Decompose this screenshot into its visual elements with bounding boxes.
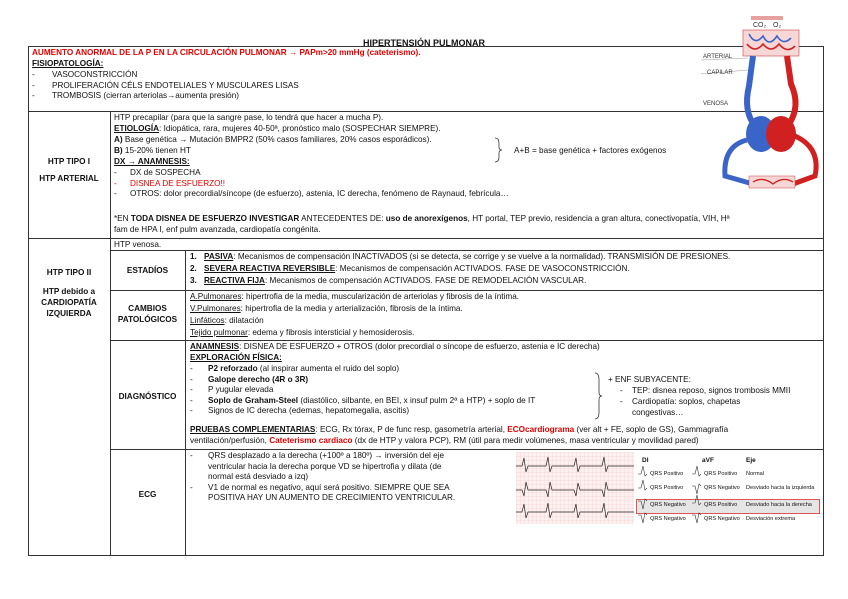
cambios-title: CAMBIOS bbox=[128, 304, 167, 313]
estadio-heading: PASIVA bbox=[204, 252, 234, 261]
b-text: 15-20% tienen HT bbox=[122, 146, 191, 155]
enf-heading: + ENF SUBYACENTE: bbox=[608, 375, 691, 384]
estadio-2 bbox=[190, 264, 630, 275]
qrs-negative-icon bbox=[692, 484, 701, 494]
pruebas-cat: Cateterismo cardiaco bbox=[269, 436, 353, 445]
dx-heading: DX → ANAMNESIS: bbox=[114, 157, 190, 166]
list-item: - Cardiopatía: soplos, chapetas bbox=[620, 397, 790, 408]
divider bbox=[185, 250, 186, 556]
tipo1-etiologia bbox=[114, 124, 441, 135]
divider bbox=[110, 290, 824, 291]
pruebas-text: (dx de HTP y valora PCP), RM (útil para medir volúmenes, masa ventricular y movilidad pared) bbox=[352, 436, 699, 445]
pulmonary-artery bbox=[747, 56, 755, 126]
exp-heading: Galope derecho (4R o 3R) bbox=[208, 374, 309, 384]
estadio-heading: REACTIVA FIJA bbox=[204, 276, 265, 285]
estadio-num: 1. bbox=[190, 252, 197, 261]
list-item: - QRS desplazado a la derecha (+100º a 180º) → inversión del eje bbox=[190, 451, 455, 462]
capilar-label: CAPILAR bbox=[707, 70, 733, 76]
axis-cell: Desviado hacia la izquierda bbox=[746, 485, 815, 491]
anamnesis bbox=[190, 342, 600, 353]
cambios-label bbox=[110, 303, 185, 325]
systemic-artery bbox=[793, 136, 816, 184]
tipo2-subtitle: HTP debido a bbox=[42, 287, 96, 296]
pruebas-text: : ECG, Rx tórax, P de func resp, gasometría arterial, bbox=[315, 425, 508, 434]
qrs-negative-icon bbox=[692, 513, 701, 523]
cambio-tejido bbox=[190, 328, 414, 339]
nota-a: *EN bbox=[114, 214, 131, 223]
diagram-bar bbox=[751, 16, 783, 20]
axis-cell: QRS Negativo bbox=[650, 502, 686, 508]
tipo1-line1: HTP precapilar (para que la sangre pase, lo tendrá que hacer a mucha P). bbox=[114, 113, 384, 122]
capillary-box bbox=[743, 30, 799, 56]
tipo2-title: HTP TIPO II bbox=[46, 268, 92, 277]
page-title: HIPERTENSIÓN PULMONAR bbox=[362, 38, 485, 48]
list-item: - P yugular elevada bbox=[190, 385, 535, 396]
pruebas-heading: PRUEBAS COMPLEMENTARIAS bbox=[190, 425, 316, 434]
fisiopatologia-heading: FISIOPATOLOGÍA: bbox=[32, 59, 104, 68]
axis-header-avf: aVF bbox=[702, 457, 714, 464]
brace-note: A+B = base genética + factores exógenos bbox=[514, 146, 667, 155]
tipo1-nota-2: fam de HPA I, enf pulm avanzada, cardiopatía congénita. bbox=[114, 225, 321, 234]
axis-cell: QRS Negativo bbox=[704, 516, 740, 522]
axis-cell: QRS Negativo bbox=[704, 485, 740, 491]
tipo2-subtitle: IZQUIERDA bbox=[46, 309, 92, 318]
tipo1-label bbox=[28, 156, 110, 184]
tipo1-a bbox=[114, 135, 432, 146]
enf-cont: congestivas… bbox=[632, 408, 684, 417]
ecg-strip bbox=[516, 452, 634, 524]
estadio-heading: SEVERA REACTIVA REVERSIBLE bbox=[204, 264, 336, 273]
enf-list bbox=[620, 386, 790, 407]
tipo1-title: HTP TIPO I bbox=[47, 157, 91, 166]
dx-list bbox=[114, 168, 509, 200]
qrs-positive-icon bbox=[692, 495, 701, 505]
qrs-positive-icon bbox=[692, 466, 701, 476]
estadio-text: : Mecanismos de compensación ACTIVADOS. FASE DE REMODELACIÓN VASCULAR. bbox=[264, 276, 587, 285]
estadio-text: : Mecanismos de compensación ACTIVADOS. FASE DE VASOCONSTRICCIÓN. bbox=[335, 264, 630, 273]
list-item: - TROMBOSIS (cierran arteriolas→aumenta presión) bbox=[32, 91, 299, 102]
nota-c: ANTECEDENTES DE: bbox=[299, 214, 386, 223]
cambio-venas bbox=[190, 304, 463, 315]
divider bbox=[110, 340, 824, 341]
diagnostico-label: DIAGNÓSTICO bbox=[118, 392, 177, 401]
co2-label: CO₂ bbox=[753, 22, 767, 29]
pruebas-text: (ver alt + FE, soplo de GS), Gammagrafía bbox=[574, 425, 729, 434]
arterial-label: ARTERIAL bbox=[703, 54, 733, 60]
axis-cell: QRS Positivo bbox=[650, 471, 684, 477]
venosa-label: VENOSA bbox=[703, 101, 729, 107]
a-heading: A) bbox=[114, 135, 123, 144]
heart-left bbox=[766, 116, 796, 152]
divider bbox=[110, 250, 824, 251]
axis-table bbox=[636, 452, 822, 524]
axis-cell: Desviado hacia la derecha bbox=[746, 502, 812, 508]
cambio-heading: Linfáticos bbox=[190, 316, 225, 325]
qrs-negative-icon bbox=[638, 513, 647, 523]
exp-text: (al inspirar aumenta el ruido del soplo) bbox=[257, 364, 400, 373]
list-item bbox=[190, 364, 535, 375]
list-item-cont: ventricular hacia la derecha porque VD se hipertrofia y dilata (de bbox=[208, 461, 442, 471]
list-item: - PROLIFERACIÓN CÉLS ENDOTELIALES Y MUSCULARES LISAS bbox=[32, 81, 299, 92]
axis-cell: QRS Negativo bbox=[650, 516, 686, 522]
axis-cell: QRS Positivo bbox=[704, 471, 738, 477]
exp-heading: Soplo de Graham-Steel bbox=[208, 395, 299, 405]
estadio-1 bbox=[190, 252, 730, 263]
fisiopatologia-list bbox=[32, 70, 299, 102]
estadio-num: 2. bbox=[190, 264, 197, 273]
ecg-label: ECG bbox=[138, 490, 157, 499]
axis-header-di: DI bbox=[642, 457, 649, 464]
qrs-positive-icon bbox=[638, 466, 647, 476]
list-item-cont: POSITIVA HAY UN AUMENTO DE CRECIMIENTO VENTRICULAR. bbox=[208, 493, 456, 503]
cambio-heading: Tejido pulmonar bbox=[190, 328, 248, 337]
list-item: - TEP: disnea reposo, signos trombosis MMII bbox=[620, 386, 790, 397]
pruebas-eco: ECOcardiograma bbox=[507, 425, 575, 434]
cambio-text: : hipertrofia de la media y arterialización, fibrosis de la íntima. bbox=[240, 304, 463, 313]
tipo2-subtitle: CARDIOPATÍA bbox=[41, 298, 97, 307]
axis-cell: QRS Positivo bbox=[704, 502, 738, 508]
axis-cell: Normal bbox=[746, 471, 765, 477]
axis-cell: Desviación extrema bbox=[746, 516, 796, 522]
estadios-label: ESTADÍOS bbox=[126, 266, 169, 275]
tipo1-b bbox=[114, 146, 191, 157]
qrs-positive-icon bbox=[638, 480, 647, 490]
pruebas-2 bbox=[190, 436, 699, 447]
exploracion-list bbox=[190, 364, 535, 417]
brace-icon bbox=[494, 137, 502, 163]
list-item: - DISNEA DE ESFUERZO!! bbox=[114, 179, 509, 190]
htp-venosa: HTP venosa. bbox=[114, 240, 162, 249]
systemic-capillary bbox=[749, 176, 795, 188]
exp-text: (diastólico, silbante, en BEI, x insuf pulm 2ª a HTP) + soplo de IT bbox=[298, 395, 536, 405]
pruebas bbox=[190, 425, 728, 436]
cambios-title: PATOLÓGICOS bbox=[117, 315, 178, 324]
ecg-list bbox=[190, 451, 455, 504]
tipo1-subtitle: HTP ARTERIAL bbox=[39, 174, 99, 183]
list-item: - DX de SOSPECHA bbox=[114, 168, 509, 179]
pruebas-text: ventilación/perfusión, bbox=[190, 436, 270, 445]
cambio-text: : hipertrofia de la media, muscularización de arteriolas y fibrosis de la íntima. bbox=[241, 292, 520, 301]
nota-d: uso de anorexígenos bbox=[385, 214, 468, 223]
brace-icon bbox=[594, 372, 602, 420]
pulmonary-vein bbox=[787, 56, 796, 124]
circulation-diagram bbox=[693, 16, 828, 191]
nota-b: TODA DISNEA DE ESFUERZO INVESTIGAR bbox=[130, 214, 300, 223]
tipo2-label bbox=[28, 267, 110, 319]
cambio-heading: A.Pulmonares bbox=[190, 292, 242, 301]
list-item: - Signos de IC derecha (edemas, hepatomegalia, ascitis) bbox=[190, 406, 535, 417]
estadio-num: 3. bbox=[190, 276, 197, 285]
etiologia-text: : Idiopática, rara, mujeres 40-50ª, pronóstico malo (SOSPECHAR SIEMPRE). bbox=[159, 124, 441, 133]
estadio-3 bbox=[190, 276, 586, 287]
etiologia-heading: ETIOLOGÍA bbox=[114, 124, 160, 133]
exp-heading: P2 reforzado bbox=[208, 364, 258, 373]
o2-label: O₂ bbox=[773, 22, 782, 29]
list-item: - V1 de normal es negativo, aquí será positivo. SIEMPRE QUE SEA bbox=[190, 483, 455, 494]
anamnesis-text: : DISNEA DE ESFUERZO + OTROS (dolor precordial o síncope de esfuerzo, astenia e IC derecha) bbox=[239, 342, 600, 351]
estadio-text: : Mecanismos de compensación INACTIVADOS (si se detecta, se corrige y se vuelve a la normalidad). TRANSMISIÓN DE PRESIONES. bbox=[233, 252, 731, 261]
definition: AUMENTO ANORMAL DE LA P EN LA CIRCULACIÓN PULMONAR → PAPm>20 mmHg (cateterismo). bbox=[32, 48, 421, 57]
a-text: Base genética → Mutación BMPR2 (50% casos familiares, 20% casos esporádicos). bbox=[122, 135, 432, 144]
cambio-heading: V.Pulmonares bbox=[190, 304, 241, 313]
list-item-cont: normal está desviado a izq) bbox=[208, 472, 309, 482]
cambio-linfaticos bbox=[190, 316, 264, 327]
list-item: - VASOCONSTRICCIÓN bbox=[32, 70, 299, 81]
cambio-arterias bbox=[190, 292, 519, 303]
qrs-negative-icon bbox=[638, 499, 647, 509]
nota-e: , HT portal, TEP previo, residencia a gran altura, conectivopatía, VIH, Hª bbox=[467, 214, 730, 223]
anamnesis-heading: ANAMNESIS bbox=[190, 342, 240, 351]
exploracion-heading: EXPLORACIÓN FÍSICA: bbox=[190, 353, 282, 362]
b-heading: B) bbox=[114, 146, 123, 155]
tipo1-nota bbox=[114, 214, 730, 225]
axis-header-eje: Eje bbox=[746, 457, 756, 464]
divider bbox=[28, 238, 824, 239]
list-item bbox=[190, 396, 535, 407]
list-item bbox=[190, 375, 535, 386]
list-item: - OTROS: dolor precordial/síncope (de esfuerzo), astenia, IC derecha, fenómeno de Raynaud, febrícula… bbox=[114, 189, 509, 200]
cambio-text: : dilatación bbox=[224, 316, 264, 325]
cambio-text: : edema y fibrosis intersticial y hemosiderosis. bbox=[247, 328, 415, 337]
divider bbox=[110, 449, 824, 450]
axis-cell: QRS Positivo bbox=[650, 485, 684, 491]
